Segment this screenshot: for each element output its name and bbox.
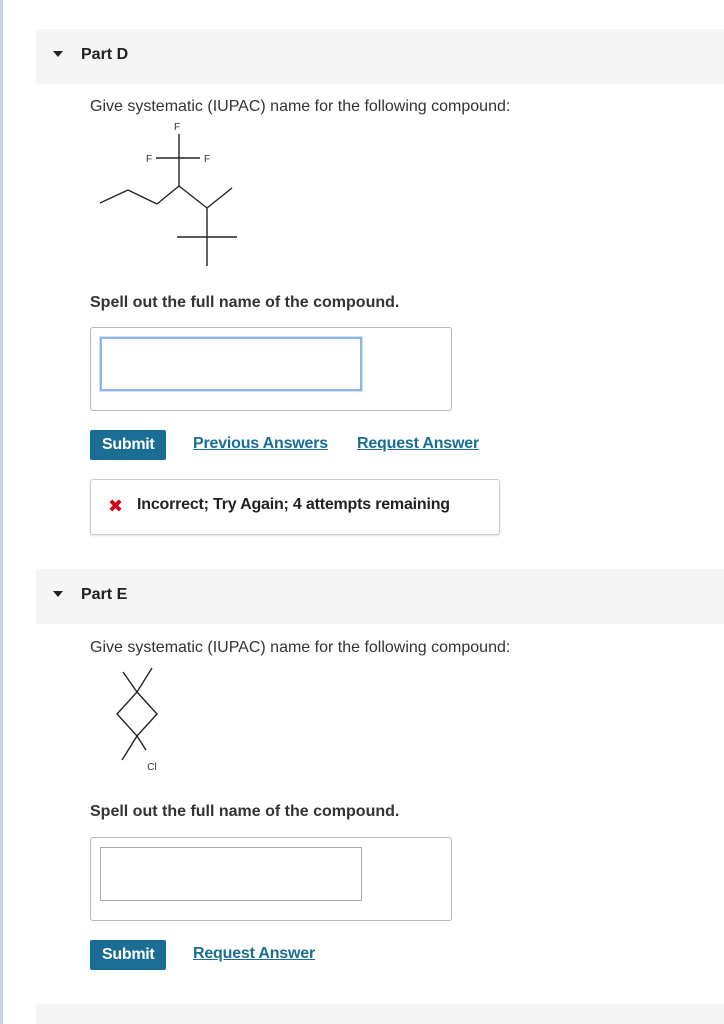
part-d-request-answer-link[interactable]: Request Answer bbox=[357, 435, 479, 452]
part-e-header[interactable] bbox=[36, 569, 724, 624]
part-e-request-answer-link[interactable]: Request Answer bbox=[193, 945, 315, 962]
caret-down-icon[interactable] bbox=[53, 51, 63, 57]
bond-chain-2 bbox=[128, 190, 157, 204]
part-d-answer-box bbox=[90, 327, 452, 411]
part-d-previous-answers-link[interactable]: Previous Answers bbox=[193, 435, 328, 452]
feedback-message: Incorrect; Try Again; 4 attempts remaining bbox=[137, 496, 450, 513]
fluorine-label-right: F bbox=[203, 154, 211, 165]
part-e-answer-box bbox=[90, 837, 452, 921]
part-d-prompt: Give systematic (IUPAC) name for the following compound: bbox=[90, 98, 511, 115]
part-e-title: Part E bbox=[81, 586, 128, 603]
part-e-answer-input[interactable] bbox=[100, 847, 362, 901]
bond-bottom-right bbox=[137, 736, 146, 750]
part-d-molecule bbox=[90, 118, 250, 270]
part-d-submit-button[interactable]: Submit bbox=[90, 430, 166, 460]
part-d-answer-input[interactable] bbox=[100, 337, 362, 391]
part-d-title: Part D bbox=[81, 46, 129, 63]
bond-chain-5 bbox=[207, 188, 232, 208]
part-e-molecule bbox=[100, 662, 180, 777]
part-e-instruction: Spell out the full name of the compound. bbox=[90, 803, 400, 820]
bond-chain-4 bbox=[179, 186, 207, 208]
part-e-submit-button[interactable]: Submit bbox=[90, 940, 166, 970]
bond-top-right bbox=[137, 668, 152, 692]
left-rule bbox=[0, 0, 3, 1024]
part-d-header[interactable] bbox=[36, 29, 724, 84]
bond-top-left bbox=[123, 672, 137, 692]
chlorine-label: Cl bbox=[147, 762, 157, 773]
bond-bottom-left bbox=[122, 736, 137, 760]
next-part-header bbox=[36, 1004, 724, 1024]
fluorine-label-top: F bbox=[173, 122, 181, 133]
cyclobutane-ring bbox=[117, 692, 157, 736]
part-e-prompt: Give systematic (IUPAC) name for the following compound: bbox=[90, 639, 511, 656]
part-d-instruction: Spell out the full name of the compound. bbox=[90, 294, 400, 311]
bond-chain-1 bbox=[100, 190, 128, 203]
x-icon: ✖ bbox=[108, 496, 124, 516]
bond-chain-3 bbox=[157, 186, 179, 204]
fluorine-label-left: F bbox=[145, 154, 153, 165]
part-d-feedback bbox=[90, 479, 500, 535]
caret-down-icon[interactable] bbox=[53, 591, 63, 597]
